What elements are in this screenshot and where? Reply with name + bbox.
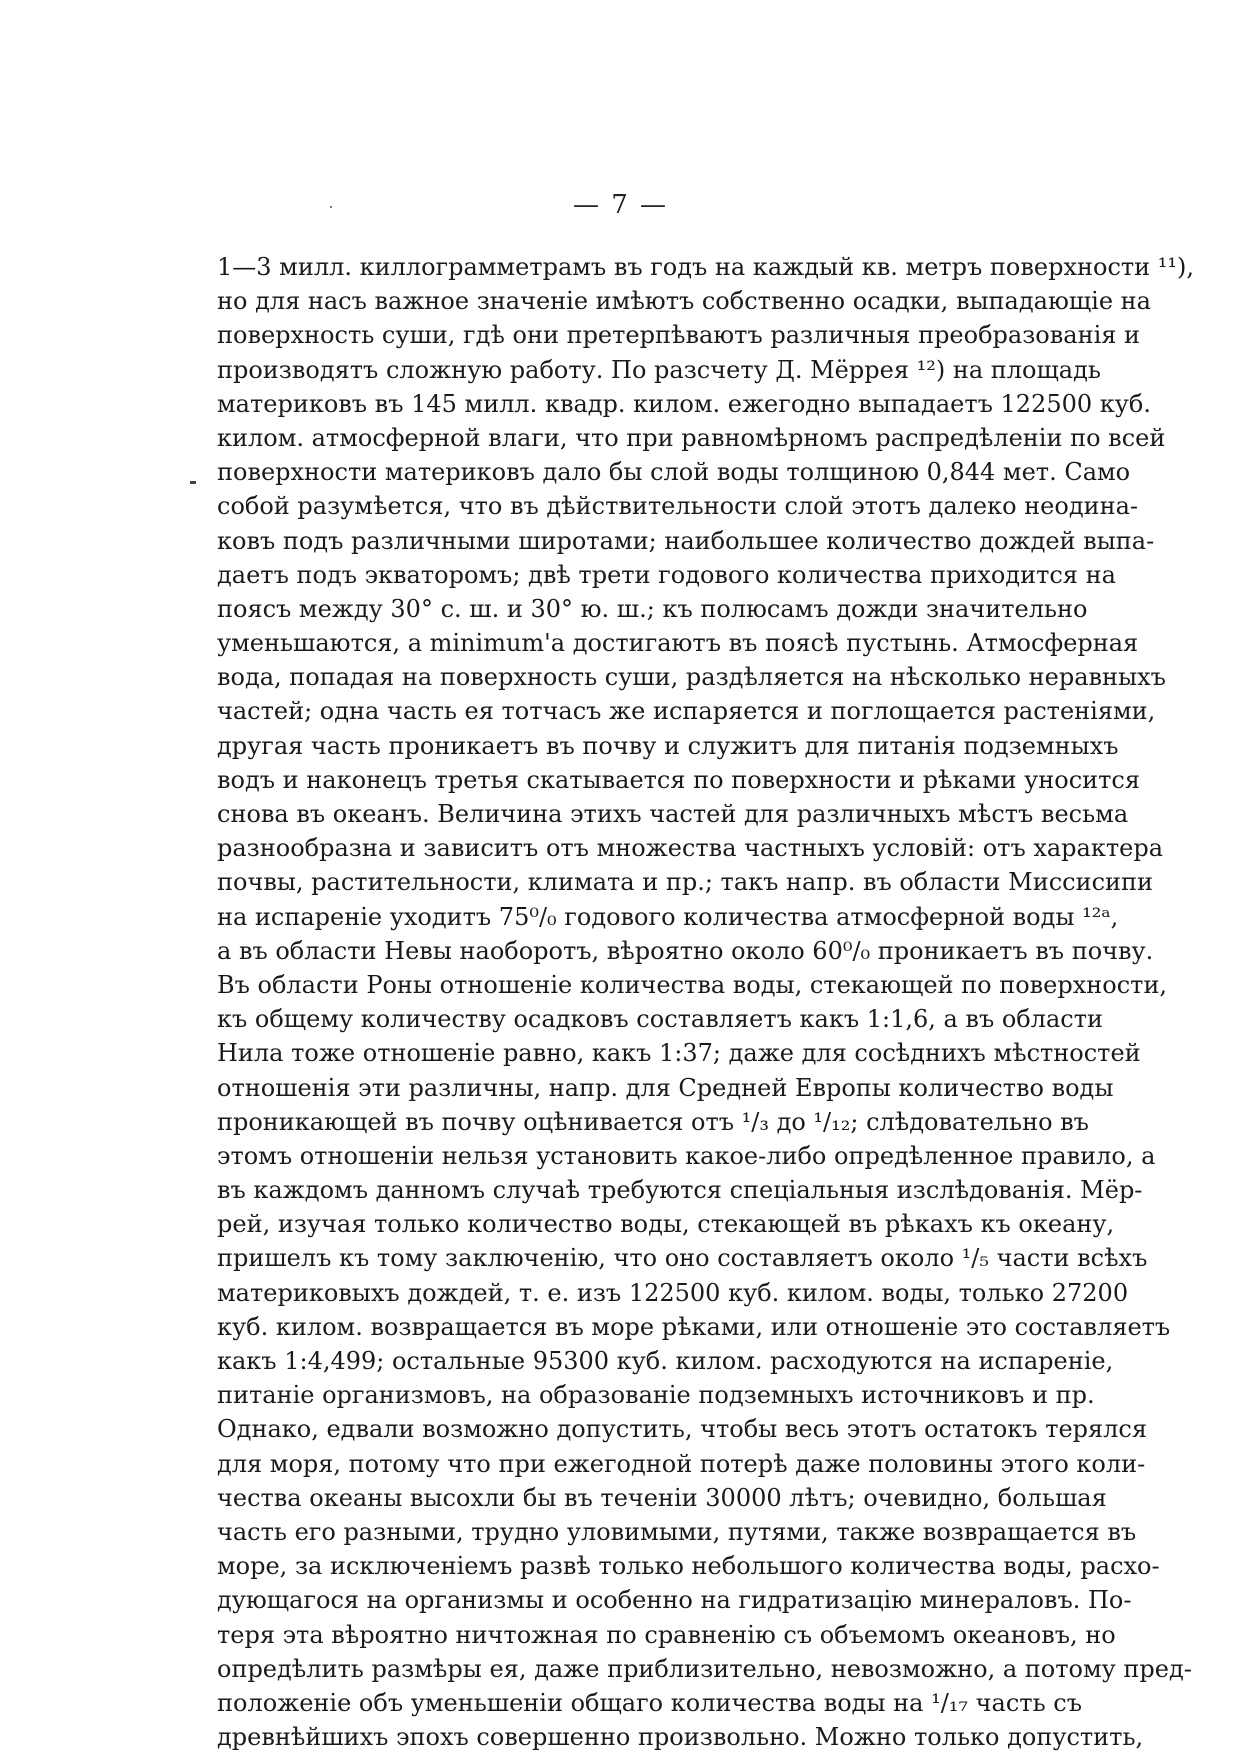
text-line: 1—3 милл. киллограмметрамъ въ годъ на каждый кв. метръ поверхности ¹¹), — [217, 253, 1195, 281]
text-line: а въ области Невы наоборотъ, вѣроятно около 60⁰/₀ проникаетъ въ почву. — [217, 936, 1154, 965]
text-line: для моря, потому что при ежегодной потерѣ даже половины этого коли- — [217, 1449, 1146, 1478]
text-line: чества океаны высохли бы въ теченіи 30000 лѣтъ; очевидно, большая — [217, 1483, 1107, 1512]
text-line: частей; одна часть ея тотчасъ же испаряется и поглощается растеніями, — [217, 697, 1156, 726]
text-line: отношенія эти различны, напр. для Средней Европы количество воды — [217, 1073, 1114, 1102]
text-line: какъ 1:4,499; остальные 95300 куб. килом. расходуются на испареніе, — [217, 1347, 1114, 1375]
body-text — [217, 250, 1195, 1754]
text-line: водъ и наконецъ третья скатывается по поверхности и рѣками уносится — [217, 765, 1140, 794]
text-line: древнѣйшихъ эпохъ совершенно произвольно. Можно только допустить, — [217, 1723, 1144, 1752]
text-line: теря эта вѣроятно ничтожная по сравненію съ объемомъ океановъ, но — [217, 1620, 1116, 1649]
text-line: вода, попадая на поверхность суши, раздѣляется на нѣсколько неравныхъ — [217, 663, 1166, 692]
text-line: уменьшаются, а minimum'а достигаютъ въ поясѣ пустынь. Атмосферная — [217, 629, 1139, 658]
text-line: но для насъ важное значеніе имѣютъ собственно осадки, выпадающіе на — [217, 287, 1151, 316]
text-line: Въ области Роны отношеніе количества воды, стекающей по поверхности, — [217, 970, 1168, 999]
text-line: ковъ подъ различными широтами; наибольшее количество дождей выпа- — [217, 526, 1155, 555]
text-line: въ каждомъ данномъ случаѣ требуются спеціальныя изслѣдованія. Мёр- — [217, 1176, 1143, 1205]
text-line: опредѣлить размѣры ея, даже приблизительно, невозможно, а потому пред- — [217, 1654, 1192, 1683]
text-line: снова въ океанъ. Величина этихъ частей для различныхъ мѣстъ весьма — [217, 800, 1129, 828]
page-number: — 7 — — [572, 190, 669, 220]
text-line: питаніе организмовъ, на образованіе подземныхъ источниковъ и пр. — [217, 1381, 1095, 1410]
text-line: разнообразна и зависитъ отъ множества частныхъ условій: отъ характера — [217, 834, 1164, 863]
text-line: Нила тоже отношеніе равно, какъ 1:37; даже для сосѣднихъ мѣстностей — [217, 1039, 1141, 1068]
text-line: пришелъ къ тому заключенію, что оно составляетъ около ¹/₅ части всѣхъ — [217, 1244, 1148, 1273]
text-line: материковыхъ дождей, т. е. изъ 122500 куб. килом. воды, только 27200 — [217, 1278, 1129, 1307]
text-line: проникающей въ почву оцѣнивается отъ ¹/₃ до ¹/₁₂; слѣдовательно въ — [217, 1107, 1089, 1136]
margin-mark — [190, 481, 196, 484]
text-line: другая часть проникаетъ въ почву и служитъ для питанія подземныхъ — [217, 731, 1119, 760]
text-line: почвы, растительности, климата и пр.; такъ напр. въ области Миссисипи — [217, 868, 1154, 897]
text-line: собой разумѣется, что въ дѣйствительности слой этотъ далеко неодина- — [217, 492, 1138, 521]
text-line: поверхность суши, гдѣ они претерпѣваютъ различныя преобразованія и — [217, 321, 1141, 350]
text-line: поверхности материковъ дало бы слой воды толщиною 0,844 мет. Само — [217, 458, 1131, 487]
text-line: рей, изучая только количество воды, стекающей въ рѣкахъ къ океану, — [217, 1210, 1115, 1239]
text-line: на испареніе уходитъ 75⁰/₀ годового количества атмосферной воды ¹²ᵃ, — [217, 902, 1119, 931]
text-line: даетъ подъ экваторомъ; двѣ трети годового количества приходится на — [217, 560, 1116, 589]
text-line: поясъ между 30° с. ш. и 30° ю. ш.; къ полюсамъ дожди значительно — [217, 594, 1088, 623]
text-line: Однако, едвали возможно допустить, чтобы весь этотъ остатокъ терялся — [217, 1415, 1147, 1444]
text-line: часть его разными, трудно уловимыми, путями, также возвращается въ — [217, 1517, 1137, 1546]
text-line: къ общему количеству осадковъ составляетъ какъ 1:1,6, а въ области — [217, 1005, 1104, 1034]
text-line: этомъ отношеніи нельзя установить какое-либо опредѣленное правило, а — [217, 1141, 1156, 1170]
text-line: производятъ сложную работу. По разсчету Д. Мёррея ¹²) на площадь — [217, 355, 1101, 384]
text-line: килом. атмосферной влаги, что при равномѣрномъ распредѣленіи по всей — [217, 423, 1166, 452]
text-line: куб. килом. возвращается въ море рѣками, или отношеніе это составляетъ — [217, 1312, 1171, 1341]
text-line: материковъ въ 145 милл. квадр. килом. ежегодно выпадаетъ 122500 куб. — [217, 389, 1151, 418]
text-line: положеніе объ уменьшеніи общаго количества воды на ¹/₁₇ часть съ — [217, 1688, 1082, 1717]
text-line: дующагося на организмы и особенно на гидратизацію минераловъ. По- — [217, 1586, 1132, 1615]
text-line: море, за исключеніемъ развѣ только небольшого количества воды, расхо- — [217, 1552, 1160, 1581]
